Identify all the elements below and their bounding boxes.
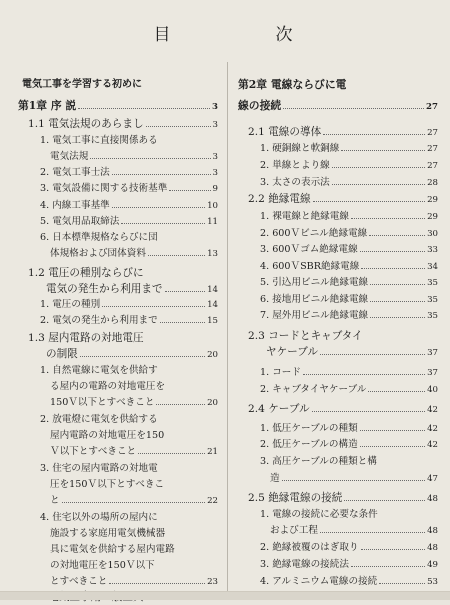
toc-entry xyxy=(238,438,438,452)
leader-dots xyxy=(160,322,205,323)
toc-entry xyxy=(18,478,218,492)
toc-entry xyxy=(238,345,438,360)
toc-entry xyxy=(18,99,218,114)
leader-dots xyxy=(156,404,205,405)
leader-dots xyxy=(370,317,425,318)
toc-entry xyxy=(238,472,438,486)
toc-entry xyxy=(18,247,218,261)
toc-page-number: 22 xyxy=(207,496,218,506)
toc-page-number: 3 xyxy=(212,152,218,162)
toc-entry xyxy=(238,293,438,307)
toc-page-number: 53 xyxy=(427,577,438,587)
leader-dots xyxy=(379,583,425,584)
toc-page-number: 35 xyxy=(427,311,438,321)
leader-dots xyxy=(146,126,211,127)
toc-page-number: 9 xyxy=(212,184,218,194)
toc-entry-title: 6. 接地用ビニル絶縁電線 xyxy=(260,294,369,305)
toc-entry xyxy=(238,508,438,522)
toc-entry xyxy=(18,527,218,541)
leader-dots xyxy=(90,158,210,159)
toc-entry-title: る屋内の電路の対地電圧を xyxy=(50,381,166,392)
toc-page-number: 35 xyxy=(427,278,438,288)
leader-dots xyxy=(360,446,425,447)
toc-entry xyxy=(238,422,438,436)
leader-dots xyxy=(102,306,205,307)
toc-entry xyxy=(238,383,438,397)
toc-entry-title: 2. 電気工事士法 xyxy=(40,167,110,178)
leader-dots xyxy=(78,108,210,109)
toc-entry-title: 2.5 絶縁電線の接続 xyxy=(248,492,343,504)
toc-entry-title: 150Ｖ以下とすべきこと xyxy=(50,397,155,408)
toc-entry-title: 2.3 コードとキャブタイ xyxy=(248,330,363,342)
toc-page-number: 48 xyxy=(427,494,438,504)
leader-dots xyxy=(312,411,425,412)
toc-entry xyxy=(18,347,218,362)
toc-page-number: 29 xyxy=(427,195,438,205)
toc-entry xyxy=(238,142,438,156)
toc-page-number: 3 xyxy=(212,168,218,178)
toc-page-number: 28 xyxy=(427,178,438,188)
toc-entry-title: 体規格および団体資料 xyxy=(50,248,146,259)
toc-entry-title: と xyxy=(50,495,60,506)
toc-entry xyxy=(238,402,438,417)
toc-page-number: 3 xyxy=(212,120,218,130)
toc-page-number: 42 xyxy=(427,440,438,450)
leader-dots xyxy=(169,190,210,191)
toc-entry-title: 1. 裸電線と絶縁電線 xyxy=(260,211,349,222)
toc-page-number: 27 xyxy=(427,144,438,154)
toc-entry xyxy=(238,260,438,274)
toc-page-number: 13 xyxy=(207,249,218,259)
toc-entry xyxy=(18,266,218,280)
toc-page-number: 37 xyxy=(427,368,438,378)
leader-dots xyxy=(313,201,425,202)
toc-entry xyxy=(238,159,438,173)
toc-page-number: 20 xyxy=(207,350,218,360)
leader-dots xyxy=(370,301,425,302)
toc-entry xyxy=(238,227,438,241)
page-edge xyxy=(0,591,450,600)
toc-entry xyxy=(238,176,438,190)
toc-entry-title: 3. 高圧ケーブルの種類と構 xyxy=(260,456,377,467)
toc-entry-title: 3. 太さの表示法 xyxy=(260,177,330,188)
toc-entry xyxy=(238,541,438,555)
toc-entry-title: 2.1 電線の導体 xyxy=(248,126,322,138)
leader-dots xyxy=(283,108,424,109)
leader-dots xyxy=(303,374,425,375)
toc-entry-title: 2. 単線とより線 xyxy=(260,160,330,171)
leader-dots xyxy=(361,268,425,269)
toc-page-number: 30 xyxy=(427,229,438,239)
toc-entry xyxy=(238,78,438,92)
leader-dots xyxy=(332,167,425,168)
toc-entry-title: 3. 住宅の屋内電路の対地電 xyxy=(40,463,158,474)
toc-entry xyxy=(18,380,218,394)
toc-entry-title: 5. 引込用ビニル絶縁電線 xyxy=(260,277,369,288)
leader-dots xyxy=(341,150,425,151)
toc-entry-title: 屋内電路の対地電圧を150 xyxy=(50,430,165,441)
toc-entry xyxy=(18,314,218,328)
toc-entry-title: 1. 低圧ケーブルの種類 xyxy=(260,423,358,434)
column-divider xyxy=(227,62,228,600)
toc-page-number: 42 xyxy=(427,405,438,415)
leader-dots xyxy=(369,235,425,236)
toc-entry xyxy=(238,192,438,207)
toc-page-number: 33 xyxy=(427,245,438,255)
toc-entry-title: 2. キャブタイヤケーブル xyxy=(260,384,367,395)
toc-entry-title: 2. 電気の発生から利用まで xyxy=(40,315,158,326)
leader-dots xyxy=(112,174,211,175)
toc-entry xyxy=(238,210,438,224)
toc-entry xyxy=(238,276,438,290)
toc-entry xyxy=(238,329,438,343)
leader-dots xyxy=(323,134,425,135)
toc-entry xyxy=(238,491,438,506)
toc-entry xyxy=(238,99,438,114)
toc-page-number: 37 xyxy=(427,348,438,358)
toc-entry xyxy=(18,413,218,427)
leader-dots xyxy=(320,532,425,533)
leader-dots xyxy=(148,255,205,256)
toc-page-number: 48 xyxy=(427,526,438,536)
toc-entry-title: 1.2 電圧の種別ならびに xyxy=(28,267,144,279)
toc-page-number: 48 xyxy=(427,543,438,553)
toc-entry xyxy=(18,559,218,573)
toc-entry xyxy=(238,366,438,380)
toc-entry-title: の対地電圧を150Ｖ以下 xyxy=(50,560,155,571)
toc-entry-title: 2. 600Ｖビニル絶縁電線 xyxy=(260,228,368,239)
leader-dots xyxy=(361,549,426,550)
toc-entry-title: 3. 600Ｖゴム絶縁電線 xyxy=(260,244,358,255)
toc-entry-title: 7. 屋外用ビニル絶縁電線 xyxy=(260,310,369,321)
toc-entry xyxy=(18,543,218,557)
toc-entry xyxy=(18,331,218,345)
toc-page-number: 3 xyxy=(212,102,218,112)
toc-page-number: 14 xyxy=(207,285,218,295)
toc-entry-title: とすべきこと xyxy=(50,576,108,587)
leader-dots xyxy=(344,500,425,501)
toc-entry-title: 第1章 序 説 xyxy=(18,99,77,112)
toc-entry xyxy=(18,298,218,312)
toc-entry xyxy=(18,199,218,213)
toc-entry xyxy=(18,78,218,92)
toc-page-number: 23 xyxy=(207,577,218,587)
toc-entry-title: 1.3 屋内電路の対地電圧 xyxy=(28,332,144,344)
toc-entry-title: 1.1 電気法規のあらまし xyxy=(28,118,144,130)
toc-entry-title: 2.2 絶縁電線 xyxy=(248,193,311,205)
toc-entry xyxy=(238,575,438,589)
toc-entry-title: 2. 低圧ケーブルの構造 xyxy=(260,439,358,450)
toc-entry xyxy=(18,134,218,148)
toc-entry xyxy=(18,445,218,459)
toc-entry-title: 造 xyxy=(270,473,280,484)
toc-page-number: 11 xyxy=(207,217,218,227)
toc-entry xyxy=(18,364,218,378)
leader-dots xyxy=(332,184,425,185)
toc-page-number: 27 xyxy=(427,128,438,138)
toc-entry-title: 第2章 電線ならびに電 xyxy=(238,78,347,91)
toc-entry-title: 4. 600ＶSBR絶縁電線 xyxy=(260,261,360,272)
toc-entry-title: 2. 放電燈に電気を供給する xyxy=(40,414,158,425)
leader-dots xyxy=(360,251,425,252)
toc-page-number: 15 xyxy=(207,316,218,326)
toc-page-number: 40 xyxy=(427,385,438,395)
toc-page-number: 21 xyxy=(207,447,218,457)
leader-dots xyxy=(121,223,205,224)
leader-dots xyxy=(320,354,425,355)
toc-entry xyxy=(238,243,438,257)
toc-entry-title: の制限 xyxy=(46,348,78,360)
toc-entry-title: Ｖ以下とすべきこと xyxy=(50,446,137,457)
toc-page-number: 29 xyxy=(427,212,438,222)
toc-entry xyxy=(18,462,218,476)
toc-entry xyxy=(18,150,218,164)
toc-entry-title: および工程 xyxy=(270,525,318,536)
toc-entry-title: 1. 電気工事に直接関係ある xyxy=(40,135,158,146)
toc-entry xyxy=(18,511,218,525)
toc-entry-title: 2. 絶縁被覆のはぎ取り xyxy=(260,542,359,553)
toc-entry xyxy=(18,182,218,196)
leader-dots xyxy=(282,480,425,481)
leader-dots xyxy=(351,218,425,219)
toc-entry xyxy=(18,166,218,180)
toc-entry xyxy=(238,309,438,323)
toc-entry-title: 5. 電気用品取締法 xyxy=(40,216,120,227)
toc-page-number: 27 xyxy=(426,102,438,112)
toc-entry-title: 電気工事を学習する初めに xyxy=(22,79,142,90)
toc-page-number: 34 xyxy=(427,262,438,272)
toc-page-number: 49 xyxy=(427,560,438,570)
toc-entry-title: 具に電気を供給する屋内電路 xyxy=(50,544,175,555)
toc-entry-title: 3. 電気設備に関する技術基準 xyxy=(40,183,168,194)
toc-entry-title: 1. 電圧の種別 xyxy=(40,299,101,310)
leader-dots xyxy=(368,391,425,392)
toc-entry-title: 電気法規 xyxy=(50,151,89,162)
toc-entry xyxy=(18,494,218,508)
leader-dots xyxy=(360,430,425,431)
toc-entry xyxy=(18,117,218,132)
leader-dots xyxy=(109,583,205,584)
toc-entry xyxy=(18,282,218,297)
toc-entry-title: 6. 日本標準規格ならびに団 xyxy=(40,232,158,243)
toc-entry xyxy=(18,231,218,245)
toc-entry xyxy=(18,396,218,410)
toc-entry-title: 線の接続 xyxy=(238,99,282,112)
leader-dots xyxy=(370,284,425,285)
toc-entry xyxy=(18,429,218,443)
toc-page-number: 42 xyxy=(427,424,438,434)
page-title: 目 次 xyxy=(153,25,337,45)
toc-entry xyxy=(238,558,438,572)
leader-dots xyxy=(112,207,205,208)
toc-page-number: 47 xyxy=(427,474,438,484)
leader-dots xyxy=(165,291,206,292)
toc-entry-title: 1. 硬銅線と軟銅線 xyxy=(260,143,340,154)
toc-entry-title: 電気の発生から利用まで xyxy=(46,283,163,295)
toc-page-number: 20 xyxy=(207,398,218,408)
toc-entry xyxy=(238,455,438,469)
toc-entry xyxy=(238,524,438,538)
toc-page-number: 27 xyxy=(427,161,438,171)
leader-dots xyxy=(80,356,205,357)
toc-entry-title: ヤケーブル xyxy=(266,346,319,358)
toc-entry xyxy=(238,125,438,140)
toc-entry-title: 4. 内線工事基準 xyxy=(40,200,110,211)
toc-entry-title: 4. 住宅以外の場所の屋内に xyxy=(40,512,158,523)
toc-entry-title: 4. アルミニウム電線の接続 xyxy=(260,576,378,587)
toc-entry-title: 施設する家庭用電気機械器 xyxy=(50,528,166,539)
toc-entry-title: 3. 絶縁電線の接続法 xyxy=(260,559,349,570)
toc-entry-title: 1. 自然電線に電気を供給す xyxy=(40,365,158,376)
leader-dots xyxy=(351,566,425,567)
toc-entry-title: 圧を150Ｖ以下とすべきこ xyxy=(50,479,165,490)
toc-page-number: 10 xyxy=(207,201,218,211)
toc-entry-title: 2.4 ケーブル xyxy=(248,403,310,415)
toc-entry xyxy=(18,215,218,229)
toc-page-number: 35 xyxy=(427,295,438,305)
toc-entry-title: 1. コード xyxy=(260,367,301,378)
leader-dots xyxy=(138,453,205,454)
leader-dots xyxy=(62,502,205,503)
toc-entry-title: 1. 電線の接続に必要な条件 xyxy=(260,509,378,520)
toc-page-number: 14 xyxy=(207,300,218,310)
toc-entry xyxy=(18,575,218,589)
